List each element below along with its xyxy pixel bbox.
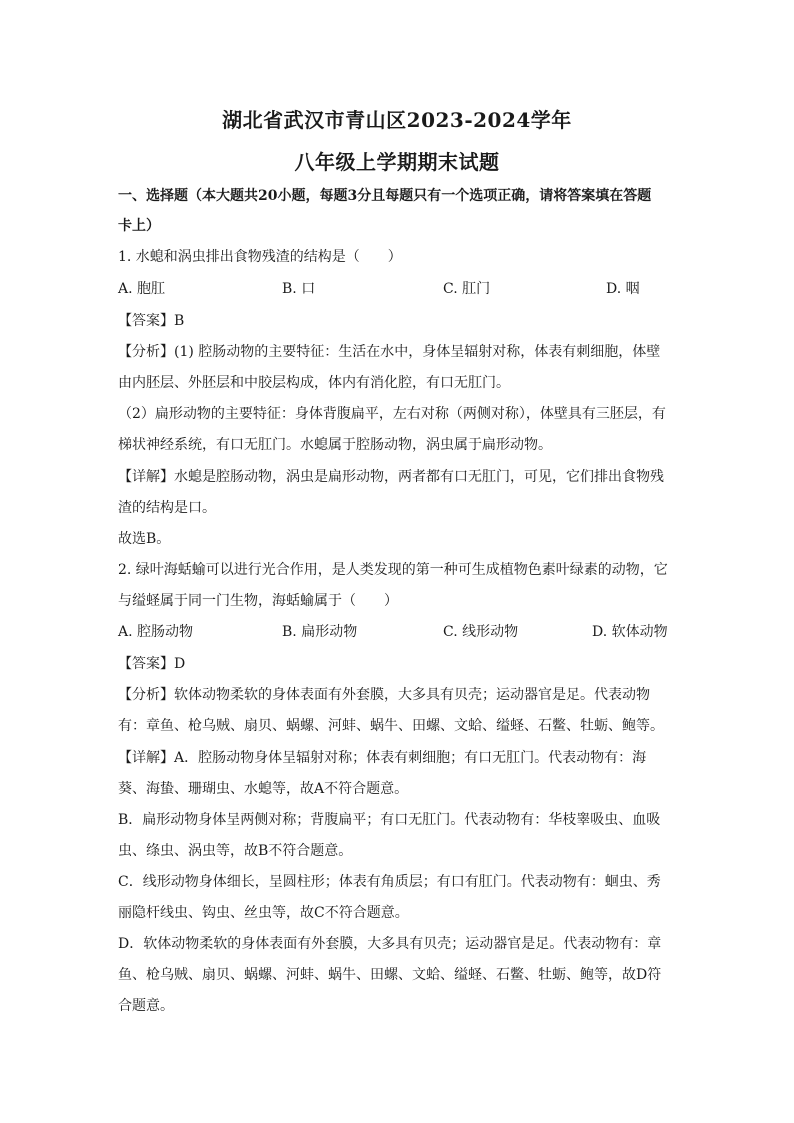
question-1-answer: 【答案】B <box>118 313 185 329</box>
question-1-option-a: A. 胞肛 <box>118 281 166 297</box>
question-2-option-b: B. 扁形动物 <box>282 624 358 640</box>
question-1-analysis-line: 由内胚层、外胚层和中胶层构成，体内有消化腔，有口无肛门。 <box>118 375 510 391</box>
question-1-conclusion: 故选B。 <box>118 531 171 547</box>
question-1-detail-line: 【详解】水螅是腔肠动物，涡虫是扁形动物，两者都有口无肛门，可见，它们排出食物残 <box>118 469 664 485</box>
document-title-line-1: 湖北省武汉市青山区2023-2024学年 <box>222 108 572 132</box>
question-2-detail-line: 葵、海蛰、珊瑚虫、水螅等，故A不符合题意。 <box>118 781 409 797</box>
question-2-analysis-line: 有：章鱼、枪乌贼、扇贝、蜗螺、河蚌、蜗牛、田螺、文蛤、缢蛏、石鳖、牡蛎、鲍等。 <box>118 718 664 734</box>
section-header-continued: 卡上） <box>118 218 160 234</box>
question-2-detail-line: C．线形动物身体细长，呈圆柱形；体表有角质层；有口有肛门。代表动物有：蛔虫、秀 <box>118 874 661 890</box>
question-1-detail-line: 渣的结构是口。 <box>118 500 216 516</box>
question-2-detail-line: 【详解】A．腔肠动物身体呈辐射对称；体表有刺细胞；有口无肛门。代表动物有：海 <box>118 750 647 766</box>
document-title-line-2: 八年级上学期期末试题 <box>294 150 500 174</box>
question-2-stem-line: 与缢蛏属于同一门生物，海蛞蝓属于（ ） <box>118 593 398 609</box>
question-2-detail-line: B．扁形动物身体呈两侧对称；背腹扁平；有口无肛门。代表动物有：华枝睾吸虫、血吸 <box>118 812 661 828</box>
question-1-analysis-line: （2）扁形动物的主要特征：身体背腹扁平，左右对称（两侧对称），体壁具有三胚层，有 <box>118 406 666 422</box>
question-1-option-d: D. 咽 <box>606 281 640 297</box>
question-2-detail-line: 虫、绦虫、涡虫等，故B不符合题意。 <box>118 843 353 859</box>
section-header: 一、选择题（本大题共20小题，每题3分且每题只有一个选项正确，请将答案填在答题 <box>118 188 652 204</box>
question-2-option-c: C. 线形动物 <box>443 624 519 640</box>
question-2-option-a: A. 腔肠动物 <box>118 624 194 640</box>
question-2-detail-line: 丽隐杆线虫、钩虫、丝虫等，故C不符合题意。 <box>118 905 409 921</box>
question-2-answer: 【答案】D <box>118 656 186 672</box>
question-1-option-c: C. 肛门 <box>443 281 491 297</box>
question-2-stem-line: 2. 绿叶海蛞蝓可以进行光合作用，是人类发现的第一种可生成植物色素叶绿素的动物，它 <box>118 562 668 578</box>
question-1-analysis-line: 【分析】(1) 腔肠动物的主要特征：生活在水中，身体呈辐射对称，体表有刺细胞，体壁 <box>118 344 661 360</box>
question-2-detail-line: D．软体动物柔软的身体表面有外套膜，大多具有贝壳；运动器官是足。代表动物有：章 <box>118 936 662 952</box>
question-1-analysis-line: 梯状神经系统，有口无肛门。水螅属于腔肠动物，涡虫属于扁形动物。 <box>118 437 552 453</box>
question-2-analysis-line: 【分析】软体动物柔软的身体表面有外套膜，大多具有贝壳；运动器官是足。代表动物 <box>118 687 650 703</box>
question-1-stem: 1. 水螅和涡虫排出食物残渣的结构是（ ） <box>118 249 402 265</box>
question-2-detail-line: 合题意。 <box>118 998 174 1014</box>
question-2-option-d: D. 软体动物 <box>592 624 668 640</box>
question-2-detail-line: 鱼、枪乌贼、扇贝、蜗螺、河蚌、蜗牛、田螺、文蛤、缢蛏、石鳖、牡蛎、鲍等，故D符 <box>118 967 662 983</box>
question-1-option-b: B. 口 <box>282 281 316 297</box>
